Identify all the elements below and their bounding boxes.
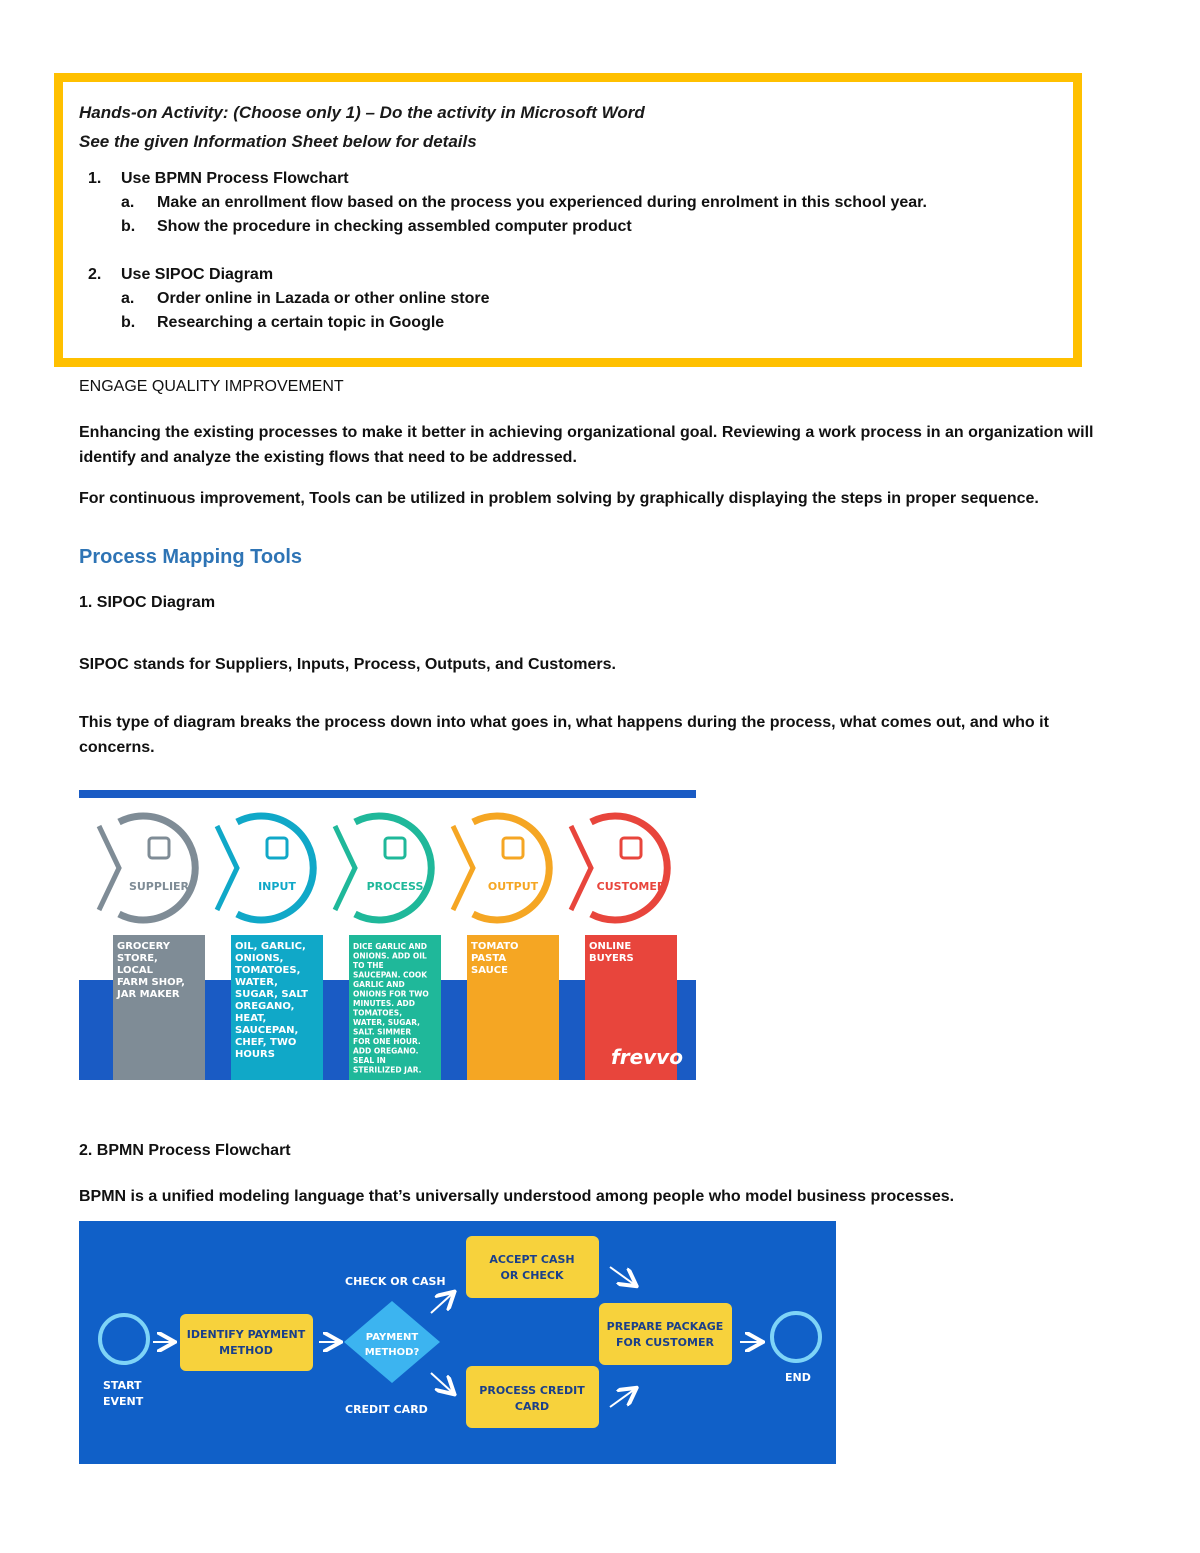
- accept-label-line1: ACCEPT CASH: [489, 1253, 575, 1266]
- list-item-label: Use SIPOC Diagram: [121, 266, 274, 283]
- top-stripe: [79, 790, 696, 798]
- sub-item-letter: a.: [121, 290, 135, 307]
- process-column-text: TOMATOES,: [353, 1008, 403, 1018]
- identify-payment-box: [180, 1314, 313, 1371]
- input-column-text: CHEF, TWO: [235, 1037, 297, 1048]
- sub-item-text: Show the procedure in checking assembled computer product: [157, 218, 632, 235]
- process-column-text: STERILIZED JAR.: [353, 1065, 422, 1075]
- end-label: END: [785, 1371, 811, 1384]
- supplier-column-text: STORE,: [117, 953, 158, 964]
- customer-column-text: ONLINE: [589, 941, 632, 952]
- supplier-label: SUPPLIER: [128, 880, 190, 893]
- process-credit-box: [466, 1366, 599, 1428]
- supplier-chevron: [99, 826, 119, 910]
- bpmn-title: 2. BPMN Process Flowchart: [79, 1142, 291, 1159]
- activity-title: Hands-on Activity: (Choose only 1) – Do the activity in Microsoft Word: [79, 103, 645, 122]
- bpmn-figure: [79, 1221, 836, 1464]
- accept-cash-box: [466, 1236, 599, 1298]
- input-chevron: [217, 826, 237, 910]
- identify-label-line1: IDENTIFY PAYMENT: [186, 1328, 306, 1341]
- customer-arc: [591, 816, 667, 920]
- prepare-package-box: [599, 1303, 732, 1365]
- input-icon: [267, 838, 287, 858]
- sub-item-text: Researching a certain topic in Google: [157, 314, 445, 331]
- output-arc: [473, 816, 549, 920]
- process-column-text: MINUTES. ADD: [353, 999, 415, 1008]
- process-arc: [355, 816, 431, 920]
- process-label-line2: CARD: [514, 1400, 550, 1413]
- output-column-text: TOMATO: [471, 941, 519, 952]
- customer-label: CUSTOMER: [596, 880, 666, 893]
- input-column-text: SAUCEPAN,: [235, 1025, 299, 1036]
- process-icon: [385, 838, 405, 858]
- input-column-text: HOURS: [235, 1049, 275, 1060]
- input-label: INPUT: [258, 880, 296, 893]
- sipoc-paragraph-1: SIPOC stands for Suppliers, Inputs, Process, Outputs, and Customers.: [79, 656, 616, 673]
- customer-icon: [621, 838, 641, 858]
- process-label-line1: PROCESS CREDIT: [479, 1384, 585, 1397]
- prepare-label-line1: PREPARE PACKAGE: [606, 1320, 724, 1333]
- output-label: OUTPUT: [487, 880, 539, 893]
- tools-heading: Process Mapping Tools: [79, 546, 302, 568]
- supplier-column-text: FARM SHOP,: [117, 977, 185, 988]
- engage-paragraph-1: Enhancing the existing processes to make it better in achieving organizational goal. Reviewing a work process in an organization will identify and analyze the existing flows that need to be addressed.: [79, 424, 1094, 466]
- input-column-text: SUGAR, SALT: [235, 989, 308, 1000]
- process-column-text: GARLIC AND: [353, 980, 405, 989]
- activity-subtitle: See the given Information Sheet below for details: [79, 132, 477, 151]
- customer-chevron: [571, 826, 591, 910]
- process-column-text: SALT. SIMMER: [353, 1027, 412, 1037]
- engage-paragraph-2: For continuous improvement, Tools can be utilized in problem solving by graphically displaying the steps in proper sequence.: [79, 490, 1039, 507]
- sub-item-text: Order online in Lazada or other online store: [157, 290, 490, 307]
- input-column-text: OREGANO,: [235, 1001, 295, 1012]
- supplier-arc: [119, 816, 195, 920]
- sipoc-title: 1. SIPOC Diagram: [79, 594, 216, 611]
- sub-item-letter: b.: [121, 314, 136, 331]
- sub-item-letter: a.: [121, 194, 135, 211]
- sipoc-figure: [79, 790, 696, 1080]
- identify-label-line2: METHOD: [219, 1344, 273, 1357]
- branch-top-label: CHECK OR CASH: [345, 1275, 446, 1288]
- input-column-text: OIL, GARLIC,: [235, 941, 306, 952]
- process-column-text: ADD OREGANO.: [353, 1046, 419, 1056]
- sub-item-text: Make an enrollment flow based on the process you experienced during enrolment in this school year.: [157, 194, 927, 211]
- start-label-line1: START: [103, 1379, 142, 1392]
- sipoc-paragraph-2: This type of diagram breaks the process down into what goes in, what happens during the process, what comes out, and who it concerns.: [79, 714, 1049, 756]
- input-column-text: ONIONS,: [235, 953, 284, 964]
- arrow: [610, 1267, 635, 1285]
- frevvo-logo: frevvo: [611, 1045, 683, 1069]
- output-chevron: [453, 826, 473, 910]
- prepare-label-line2: FOR CUSTOMER: [616, 1336, 714, 1349]
- input-column-text: HEAT,: [235, 1013, 267, 1024]
- process-column-text: ONIONS FOR TWO: [353, 989, 429, 999]
- bpmn-diagram: [79, 1221, 836, 1464]
- process-column-text: TO THE: [353, 961, 384, 970]
- output-column-text: PASTA: [471, 953, 507, 964]
- arrow: [431, 1373, 453, 1393]
- start-event-circle: [100, 1315, 148, 1363]
- supplier-column-text: JAR MAKER: [117, 989, 180, 1000]
- supplier-icon: [149, 838, 169, 858]
- arrow: [431, 1293, 453, 1313]
- process-column-text: ONIONS. ADD OIL: [353, 951, 427, 961]
- accept-label-line2: OR CHECK: [500, 1269, 564, 1282]
- output-column-text: SAUCE: [471, 965, 508, 976]
- arrow: [610, 1389, 635, 1407]
- input-column-text: TOMATOES,: [235, 965, 301, 976]
- process-label: PROCESS: [366, 880, 424, 893]
- end-event-circle: [772, 1313, 820, 1361]
- branch-bottom-label: CREDIT CARD: [345, 1403, 428, 1416]
- list-item-label: Use BPMN Process Flowchart: [121, 170, 349, 187]
- input-column-text: WATER,: [235, 977, 278, 988]
- section-title: ENGAGE QUALITY IMPROVEMENT: [79, 378, 344, 395]
- process-column-text: SEAL IN: [353, 1056, 386, 1065]
- customer-column-text: BUYERS: [589, 953, 634, 964]
- start-label-line2: EVENT: [103, 1395, 144, 1408]
- gateway-label-line1: PAYMENT: [365, 1332, 419, 1343]
- supplier-column-text: GROCERY: [117, 941, 170, 952]
- gateway-label-line2: METHOD?: [364, 1347, 420, 1358]
- process-column-text: DICE GARLIC AND: [353, 942, 427, 951]
- supplier-column-text: LOCAL: [117, 965, 153, 976]
- process-column-text: WATER, SUGAR,: [353, 1018, 420, 1027]
- input-arc: [237, 816, 313, 920]
- sipoc-diagram: [79, 790, 696, 1080]
- output-icon: [503, 838, 523, 858]
- list-number: 2.: [88, 266, 102, 283]
- process-column-text: FOR ONE HOUR.: [353, 1037, 421, 1046]
- process-column-text: SAUCEPAN. COOK: [353, 970, 428, 980]
- process-chevron: [335, 826, 355, 910]
- sub-item-letter: b.: [121, 218, 136, 235]
- list-number: 1.: [88, 170, 102, 187]
- bpmn-paragraph-1: BPMN is a unified modeling language that’s universally understood among people who model business processes.: [79, 1188, 955, 1205]
